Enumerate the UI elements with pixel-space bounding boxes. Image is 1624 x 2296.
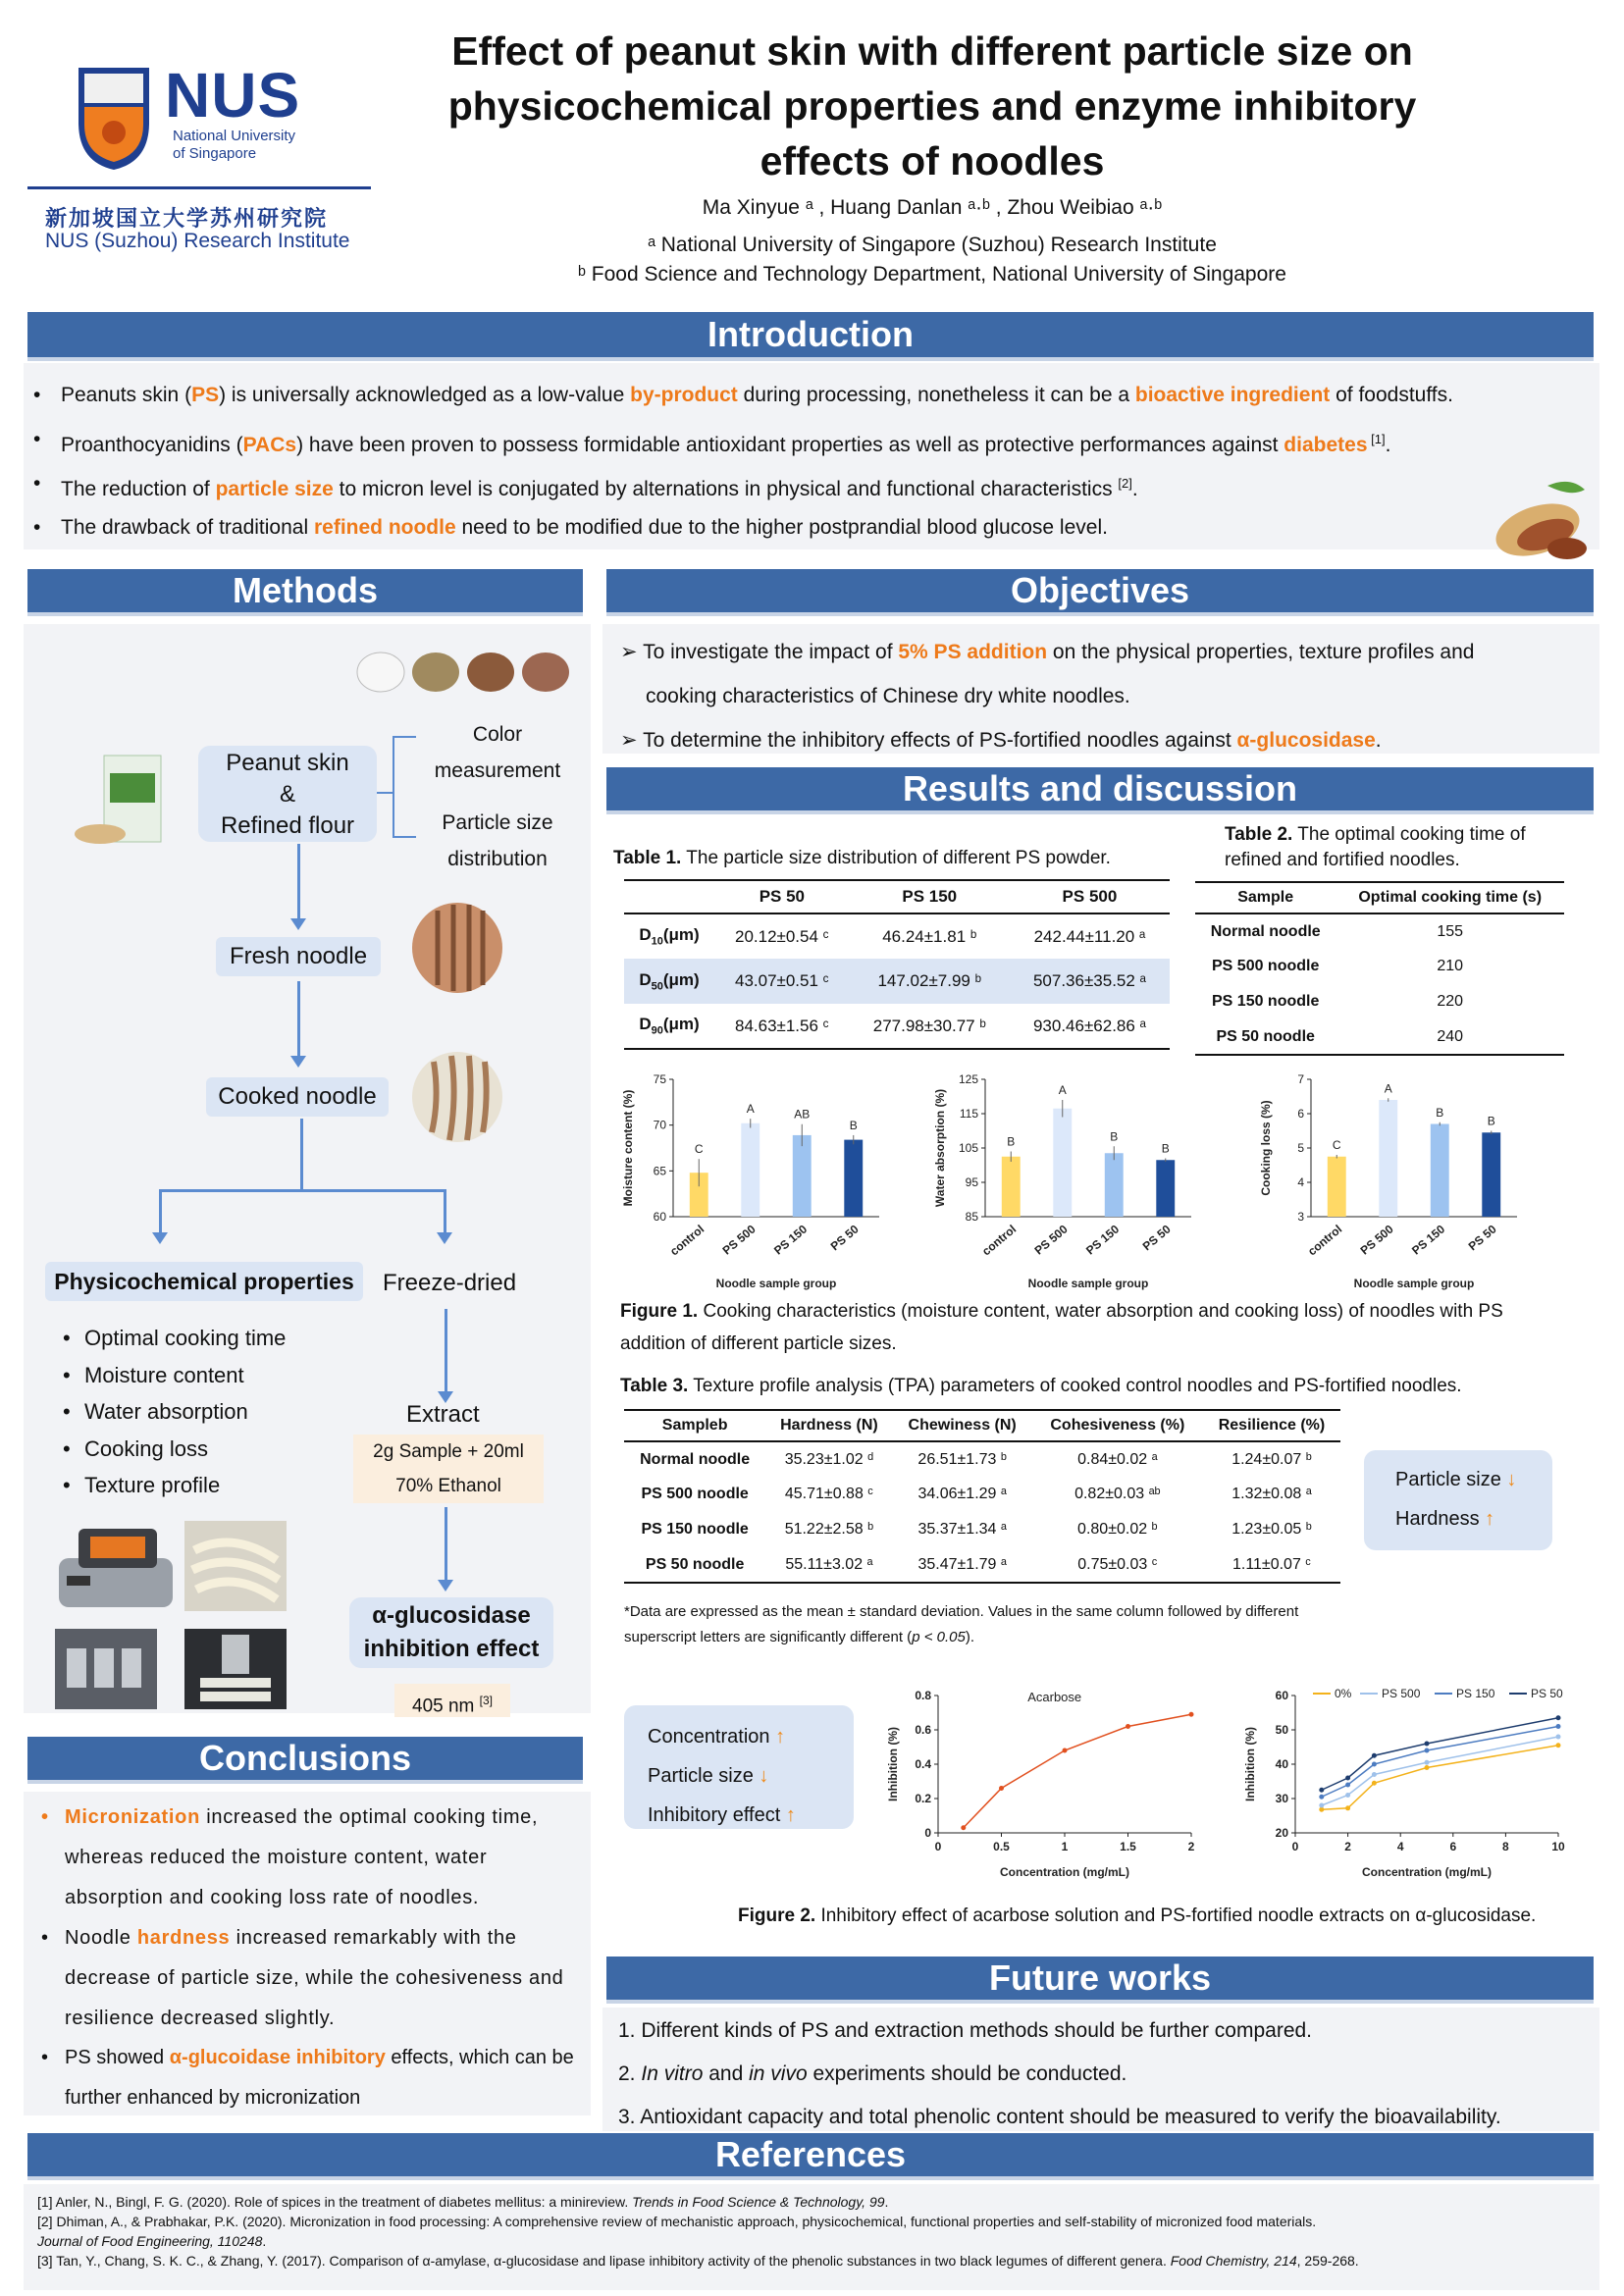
- y-tick-label: 40: [1275, 1757, 1288, 1771]
- texture-analyzer-image: [184, 1629, 287, 1709]
- y-tick-label: 125: [958, 1072, 978, 1086]
- y-tick-label: 60: [1275, 1689, 1288, 1702]
- future-item: 2. In vitro and in vivo experiments should be conducted.: [618, 2062, 1127, 2085]
- data-point: [1425, 1742, 1430, 1747]
- legend-label: 0%: [1335, 1687, 1352, 1700]
- wavelength-label: 405 nm [3]: [394, 1684, 510, 1717]
- table-row: PS 50 noodle 55.11±3.02 ᵃ 35.47±1.79 ᵃ 0.75±0.03 ᶜ 1.11±0.07 ᶜ: [624, 1547, 1340, 1583]
- y-axis-label: Inhibition (%): [1243, 1727, 1257, 1801]
- bar: [1053, 1109, 1072, 1217]
- y-tick-label: 0.6: [915, 1723, 931, 1737]
- x-tick-label: 1: [1061, 1840, 1069, 1853]
- significance-letter: B: [1110, 1129, 1119, 1144]
- logo-divider: [27, 186, 371, 189]
- bar: [844, 1140, 863, 1217]
- y-tick-label: 0.4: [915, 1757, 931, 1771]
- arrow-up-icon: ↑: [785, 1804, 796, 1826]
- x-tick-label: PS 50: [1465, 1222, 1499, 1254]
- y-tick-label: 4: [1297, 1175, 1304, 1189]
- bar: [1328, 1157, 1346, 1217]
- significance-letter: B: [1487, 1114, 1495, 1128]
- powder-dishes: [355, 638, 581, 706]
- affiliation-b: ᵇ Food Science and Technology Department, National University of Singapore: [578, 263, 1286, 286]
- significance-letter: AB: [794, 1107, 811, 1122]
- table3-caption: Table 3. Texture profile analysis (TPA) parameters of cooked control noodles and PS-fortified noodles.: [620, 1376, 1462, 1396]
- significance-letter: A: [1384, 1081, 1392, 1096]
- conclusion-2: • Noodle hardness increased remarkably with the decrease of particle size, while the cohesiveness and resilience decreased slightly.: [41, 1927, 564, 2029]
- extract-recipe: 2g Sample + 20ml 70% Ethanol: [353, 1435, 544, 1503]
- x-tick-label: 0: [934, 1840, 942, 1853]
- physicochemical-box: Physicochemical properties: [45, 1262, 363, 1301]
- data-point: [1345, 1776, 1350, 1781]
- property-item: • Moisture content: [59, 1357, 286, 1394]
- bar: [1002, 1157, 1021, 1217]
- nus-wordmark: NUS: [165, 60, 301, 130]
- data-point: [999, 1786, 1004, 1791]
- future-list: [618, 2009, 1501, 2139]
- poster-title: Effect of peanut skin with different particle size on physicochemical properties and enzyme inhibitory effects of noodles: [447, 28, 1417, 183]
- acarbose-chart: [883, 1682, 1217, 1900]
- data-point: [1345, 1793, 1350, 1798]
- particle-size-distribution: Particle size distribution: [442, 811, 553, 870]
- x-tick-label: PS 50: [827, 1222, 862, 1254]
- x-axis-label: Noodle sample group: [715, 1277, 837, 1290]
- texture-summary-box: Particle size ↓ Hardness ↑: [1364, 1450, 1552, 1550]
- y-tick-label: 115: [959, 1107, 978, 1121]
- nus-logo: [27, 59, 373, 265]
- arrow-down-icon: ↓: [1506, 1469, 1517, 1490]
- x-tick-label: PS 150: [771, 1222, 811, 1258]
- moisture-chart: [618, 1068, 922, 1293]
- x-tick-label: 8: [1502, 1840, 1509, 1853]
- future-item: 3. Antioxidant capacity and total phenolic content should be measured to verify the bioavailability.: [618, 2106, 1501, 2128]
- x-axis-label: Concentration (mg/mL): [1362, 1865, 1492, 1879]
- x-axis-label: Concentration (mg/mL): [1000, 1865, 1129, 1879]
- nus-crest-icon: [75, 64, 153, 172]
- y-tick-label: 105: [958, 1141, 978, 1155]
- x-tick-label: 4: [1396, 1840, 1404, 1853]
- inhibition-summary-box: Concentration ↑ Particle size ↓ Inhibitory effect ↑: [624, 1705, 854, 1829]
- results-header: Results and discussion: [606, 767, 1594, 814]
- significance-letter: A: [1058, 1083, 1067, 1097]
- extract-label: Extract: [406, 1401, 480, 1428]
- cooking-loss-chart: [1256, 1068, 1570, 1293]
- y-tick-label: 85: [965, 1210, 978, 1224]
- affiliation-a: ᵃ National University of Singapore (Suzhou) Research Institute: [648, 234, 1217, 256]
- y-tick-label: 0.2: [915, 1792, 931, 1805]
- intro-header: Introduction: [27, 312, 1594, 361]
- bracket-line: [393, 736, 416, 838]
- y-tick-label: 3: [1297, 1210, 1304, 1224]
- logo-en: NUS (Suzhou) Research Institute: [45, 230, 350, 252]
- data-point: [1556, 1724, 1561, 1729]
- legend-label: PS 500: [1382, 1687, 1421, 1700]
- table-row: PS 50 noodle 240: [1195, 1019, 1564, 1055]
- x-tick-label: 0: [1291, 1840, 1299, 1853]
- reference-item: [2] Dhiman, A., & Prabhakar, P.K. (2020). Micronization in food processing: A comprehensive review of mechanistic approach, physicochemical, functional properties and self-stability of micronized food materials.: [37, 2214, 1317, 2229]
- data-point: [1345, 1783, 1350, 1788]
- x-tick-label: control: [667, 1222, 707, 1259]
- y-tick-label: 70: [653, 1118, 666, 1132]
- y-axis-label: Moisture content (%): [621, 1089, 635, 1207]
- x-tick-label: PS 500: [1357, 1222, 1396, 1258]
- data-point: [1063, 1748, 1068, 1753]
- data-point: [1425, 1748, 1430, 1753]
- peanut-skin-box: Peanut skin & Refined flour: [198, 746, 377, 842]
- significance-letter: B: [849, 1118, 858, 1132]
- logo-cn: 新加坡国立大学苏州研究院: [45, 206, 329, 231]
- data-point: [1345, 1805, 1350, 1810]
- data-point: [1319, 1803, 1324, 1808]
- table-row: Normal noodle 155: [1210, 922, 1464, 940]
- chart-title: Acarbose: [1027, 1690, 1082, 1704]
- x-tick-label: 6: [1449, 1840, 1457, 1853]
- inhibition-box: α-glucosidase inhibition effect: [349, 1597, 553, 1668]
- bar: [1431, 1124, 1449, 1218]
- data-point: [1425, 1765, 1430, 1770]
- nus-sub1: National University: [173, 128, 296, 144]
- significance-letter: B: [1007, 1134, 1016, 1149]
- significance-letter: A: [746, 1102, 755, 1117]
- table-row: Normal noodle 35.23±1.02 ᵈ 26.51±1.73 ᵇ 0.84±0.02 ᵃ 1.24±0.07 ᵇ: [640, 1450, 1312, 1468]
- x-tick-label: PS 500: [719, 1222, 759, 1258]
- property-item: • Cooking loss: [59, 1431, 286, 1468]
- y-tick-label: 65: [653, 1164, 666, 1178]
- data-point: [961, 1825, 966, 1830]
- table-row: $D_{10}(\mu m)$ 20.12±0.54 ᶜ 46.24±1.81 ᵇ 242.44±11.20 ᵃ: [639, 925, 1146, 948]
- moisture-analyzer-image: [51, 1519, 179, 1613]
- nus-sub2: of Singapore: [173, 145, 257, 162]
- intro-bullet-1: • Peanuts skin (PS) is universally acknowledged as a low-value by-product during processing, nonetheless it can be a bioactive ingredient of foodstuffs.: [61, 381, 1453, 410]
- references-header: References: [27, 2133, 1594, 2180]
- arrow-down-icon: ↓: [759, 1765, 769, 1787]
- x-tick-label: PS 500: [1031, 1222, 1071, 1258]
- incubator-image: [55, 1629, 157, 1709]
- y-tick-label: 95: [965, 1175, 978, 1189]
- reference-item: [3] Tan, Y., Chang, S. K. C., & Zhang, Y. (2017). Comparison of α-amylase, α-glucosidase and lipase inhibitory activity of the phenolic substances in two black legumes of different genera. Food Chemistry, 214, 259-268.: [37, 2253, 1359, 2269]
- intro-bullet-4: • The drawback of traditional refined noodle need to be modified due to the higher postprandial blood glucose level.: [61, 513, 1108, 543]
- conclusion-3: • PS showed α-glucoidase inhibitory effects, which can be further enhanced by micronization: [41, 2047, 574, 2109]
- bar: [1379, 1100, 1397, 1217]
- data-point: [1372, 1762, 1377, 1767]
- bar: [793, 1135, 812, 1217]
- series-line: [1322, 1718, 1558, 1791]
- arrow-up-icon: ↑: [1485, 1508, 1495, 1530]
- data-point: [1372, 1772, 1377, 1777]
- property-item: • Texture profile: [59, 1467, 286, 1504]
- cooked-noodle-image: [410, 1050, 504, 1144]
- x-tick-label: PS 50: [1139, 1222, 1174, 1254]
- x-axis-label: Noodle sample group: [1027, 1277, 1149, 1290]
- intro-bullet-3: • The reduction of particle size to micron level is conjugated by alternations in physical and functional characteristics [2].: [61, 469, 1138, 504]
- legend-label: PS 150: [1456, 1687, 1495, 1700]
- conclusions-header: Conclusions: [27, 1737, 583, 1784]
- future-header: Future works: [606, 1957, 1594, 2004]
- property-list: [59, 1320, 286, 1504]
- x-axis-label: Noodle sample group: [1353, 1277, 1475, 1290]
- property-item: • Water absorption: [59, 1393, 286, 1431]
- table-2: Sample Optimal cooking time (s) Normal noodle 155 PS 500 noodle 210 PS 150 noodle 220 PS 50 noodle 240: [1195, 881, 1564, 1056]
- table-row: PS 150 noodle 51.22±2.58 ᵇ 35.37±1.34 ᵃ 0.80±0.02 ᵇ 1.23±0.05 ᵇ: [641, 1521, 1312, 1538]
- conclusion-1: • Micronization increased the optimal cooking time, whereas reduced the moisture content, water absorption and cooking loss rate of noodles.: [41, 1806, 539, 1908]
- data-point: [1319, 1788, 1324, 1793]
- property-item: • Optimal cooking time: [59, 1320, 286, 1357]
- x-tick-label: 1.5: [1120, 1840, 1136, 1853]
- noodle-extract-chart: [1240, 1682, 1584, 1900]
- data-point: [1556, 1735, 1561, 1740]
- figure1-caption: Figure 1. Cooking characteristics (moisture content, water absorption and cooking loss) of noodles with PS addition of different particle sizes.: [620, 1301, 1503, 1354]
- bar: [1156, 1160, 1175, 1217]
- bar: [1482, 1132, 1500, 1217]
- methods-header: Methods: [27, 569, 583, 616]
- x-tick-label: PS 150: [1409, 1222, 1448, 1258]
- table-row: PS 500 noodle 210: [1212, 958, 1464, 974]
- data-point: [1319, 1795, 1324, 1800]
- objective-1: ➢ To investigate the impact of 5% PS addition on the physical properties, texture profiles and cooking characteristics of Chinese dry white noodles. ➢ To determine the inhibitory effects of PS-fortified noodles against α-glucosidase.: [620, 641, 1475, 752]
- table3-note: *Data are expressed as the mean ± standard deviation. Values in the same column followed by different superscript letters are significantly different (p < 0.05).: [624, 1603, 1299, 1645]
- freeze-dried-label: Freeze-dried: [383, 1270, 517, 1296]
- series-line: [1322, 1727, 1558, 1798]
- arrow-up-icon: ↑: [775, 1726, 786, 1748]
- table-3: Sampleb Hardness (N) Chewiness (N) Cohesiveness (%) Resilience (%) Normal noodle 35.23±1.02 ᵈ 26.51±1.73 ᵇ 0.84±0.02 ᵃ 1.24±0.07 ᵇ PS 500 noodle 45.71±0.88 ᶜ 34.06±1.29 ᵃ 0.82±0.03 ᵃᵇ 1.32±0.08 ᵃ PS 150 noodle 51.22±2.58 ᵇ 35.37±1.34 ᵃ 0.80±0.02 ᵇ 1.23±0.05 ᵇ PS 50 noodle 55.11±3.02 ᵃ 35.47±1.79 ᵃ 0.75±0.03 ᶜ 1.11±0.07 ᶜ: [624, 1409, 1340, 1584]
- peanut-icon: [1487, 476, 1595, 569]
- series-line: [964, 1714, 1191, 1828]
- significance-letter: C: [694, 1142, 704, 1157]
- y-tick-label: 50: [1275, 1723, 1288, 1737]
- x-tick-label: control: [979, 1222, 1020, 1259]
- y-tick-label: 6: [1297, 1107, 1304, 1121]
- table-row: PS 500 noodle 45.71±0.88 ᶜ 34.06±1.29 ᵃ 0.82±0.03 ᵃᵇ 1.32±0.08 ᵃ: [641, 1486, 1312, 1502]
- reference-item: Journal of Food Engineering, 110248.: [37, 2233, 267, 2249]
- y-axis-label: Water absorption (%): [933, 1088, 947, 1208]
- figure2-caption: Figure 2. Inhibitory effect of acarbose solution and PS-fortified noodle extracts on α-glucosidase.: [738, 1905, 1537, 1926]
- table-row: $D_{50}(\mu m)$ 43.07±0.51 ᶜ 147.02±7.99 ᵇ 507.36±35.52 ᵃ: [624, 959, 1170, 1004]
- cooked-noodles-plate-image: [184, 1521, 287, 1611]
- y-tick-label: 0: [924, 1826, 931, 1840]
- data-point: [1556, 1743, 1561, 1748]
- x-tick-label: 10: [1551, 1840, 1565, 1853]
- cooked-noodle-box: Cooked noodle: [206, 1077, 389, 1117]
- table-1: PS 50 PS 150 PS 500 $D_{10}(\mu m)$ 20.12±0.54 ᶜ 46.24±1.81 ᵇ 242.44±11.20 ᵃ $D_{50}(\mu m)$ 43.07±0.51 ᶜ 147.02±7.99 ᵇ 507.36±35.52 ᵃ $D_{90}(\mu m)$ 84.63±1.56 ᶜ 277.98±30.77 ᵇ 930.46±62.86 ᵃ: [624, 879, 1170, 1050]
- x-tick-label: PS 150: [1083, 1222, 1123, 1258]
- fresh-noodle-image: [410, 901, 504, 995]
- significance-letter: C: [1332, 1138, 1341, 1152]
- y-axis-label: Cooking loss (%): [1259, 1100, 1273, 1196]
- objectives-header: Objectives: [606, 569, 1594, 616]
- table1-caption: Table 1. The particle size distribution of different PS powder.: [613, 848, 1111, 868]
- data-point: [1372, 1753, 1377, 1758]
- x-tick-label: 2: [1187, 1840, 1195, 1853]
- data-point: [1189, 1712, 1194, 1717]
- color-measurement: Color measurement: [434, 723, 561, 782]
- significance-letter: B: [1436, 1105, 1444, 1120]
- y-tick-label: 0.8: [915, 1689, 931, 1702]
- x-tick-label: 2: [1344, 1840, 1351, 1853]
- table-row: $D_{90}(\mu m)$ 84.63±1.56 ᶜ 277.98±30.77 ᵇ 930.46±62.86 ᵃ: [624, 1004, 1170, 1049]
- table2-caption: Table 2. The optimal cooking time of refined and fortified noodles.: [1225, 824, 1526, 870]
- reference-list: [37, 2192, 1592, 2270]
- water-absorption-chart: [930, 1068, 1234, 1293]
- legend-label: PS 50: [1531, 1687, 1563, 1700]
- y-tick-label: 5: [1297, 1141, 1304, 1155]
- y-tick-label: 7: [1297, 1072, 1304, 1086]
- flour-bag-image: [67, 754, 175, 852]
- table-row: PS 150 noodle 220: [1212, 993, 1464, 1010]
- data-point: [1425, 1760, 1430, 1765]
- y-axis-label: Inhibition (%): [886, 1727, 900, 1801]
- reference-item: [1] Anler, N., Bingl, F. G. (2020). Role of spices in the treatment of diabetes mellitus: a minireview. Trends in Food Science & Technology, 99.: [37, 2194, 889, 2210]
- data-point: [1372, 1781, 1377, 1786]
- data-point: [1126, 1724, 1130, 1729]
- x-tick-label: control: [1305, 1222, 1345, 1259]
- data-point: [1556, 1715, 1561, 1720]
- y-tick-label: 20: [1275, 1826, 1288, 1840]
- bar: [1105, 1153, 1124, 1217]
- fresh-noodle-box: Fresh noodle: [216, 937, 381, 976]
- y-tick-label: 75: [653, 1072, 666, 1086]
- significance-letter: B: [1161, 1141, 1170, 1156]
- bar: [741, 1123, 760, 1217]
- authors: Ma Xinyue ᵃ , Huang Danlan ᵃ·ᵇ , Zhou Weibiao ᵃ·ᵇ: [702, 196, 1163, 219]
- y-tick-label: 60: [653, 1210, 666, 1224]
- x-tick-label: 0.5: [993, 1840, 1010, 1853]
- y-tick-label: 30: [1275, 1792, 1288, 1805]
- future-item: 1. Different kinds of PS and extraction methods should be further compared.: [618, 2019, 1313, 2042]
- intro-bullet-2: • Proanthocyanidins (PACs) have been proven to possess formidable antioxidant properties as well as protective performances against diabetes [1].: [61, 425, 1390, 460]
